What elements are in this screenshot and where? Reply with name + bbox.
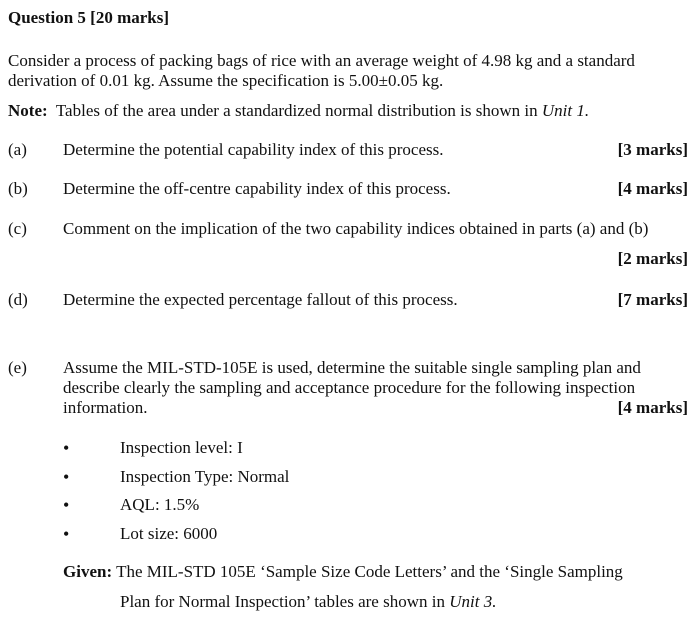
bullet-text: Inspection Type: Normal [120,467,290,486]
note-unit: Unit 1. [541,101,590,120]
given-text-2: Plan for Normal Inspection’ tables are shown in [120,592,445,611]
part-e-line-1: Assume the MIL-STD-105E is used, determine the suitable single sampling plan and [63,358,641,377]
part-c-label: (c) [8,219,27,238]
bullet-dot: • [63,438,70,458]
intro-line-2: derivation of 0.01 kg. Assume the specification is 5.00±0.05 kg. [8,71,444,90]
part-d-label: (d) [8,290,28,309]
part-c-text: Comment on the implication of the two capability indices obtained in parts (a) and (b) [63,219,649,238]
part-e-line-3: information. [63,398,148,417]
part-a-label: (a) [8,140,27,159]
part-e-line-2: describe clearly the sampling and acceptance procedure for the following inspection [63,378,636,397]
part-a-text: Determine the potential capability index of this process. [63,140,444,159]
part-e-marks: [4 marks] [617,398,688,417]
given-unit: Unit 3. [449,592,497,611]
given-label: Given: [63,562,113,581]
bullet-text: Inspection level: I [120,438,243,457]
part-b-text: Determine the off-centre capability index of this process. [63,179,451,198]
part-b-label: (b) [8,179,28,198]
bullet-dot: • [63,467,70,487]
intro-line-1: Consider a process of packing bags of rice with an average weight of 4.98 kg and a standard [8,51,635,70]
bullet-text: Lot size: 6000 [120,524,218,543]
part-a-marks: [3 marks] [617,140,688,159]
part-b-marks: [4 marks] [617,179,688,198]
given-line-2 [120,592,496,612]
bullet-dot: • [63,495,70,515]
part-d-text: Determine the expected percentage fallout of this process. [63,290,458,309]
part-d-marks: [7 marks] [617,290,688,309]
bullet-dot: • [63,524,70,544]
given-text-1: The MIL-STD 105E ‘Sample Size Code Letters’ and the ‘Single Sampling [116,562,623,581]
part-c-marks: [2 marks] [617,249,688,268]
given-line-1 [63,562,623,582]
question-title: Question 5 [20 marks] [8,8,170,27]
note-label: Note: [8,101,48,120]
part-e-label: (e) [8,358,27,377]
bullet-text: AQL: 1.5% [120,495,200,514]
note-text: Tables of the area under a standardized normal distribution is shown in [55,101,538,120]
note [8,101,589,121]
